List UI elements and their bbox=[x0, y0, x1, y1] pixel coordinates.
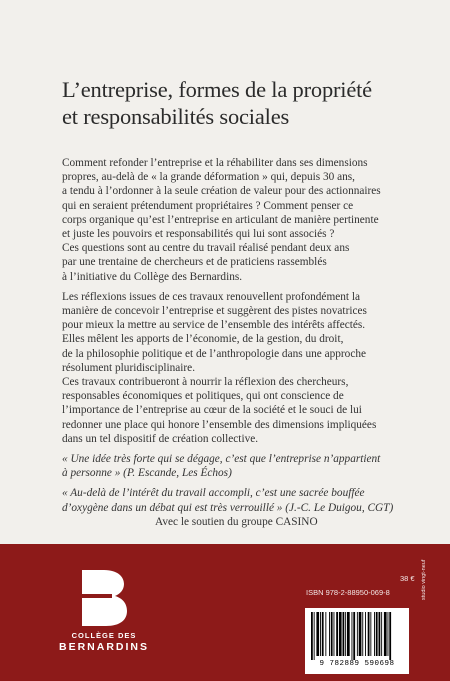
text-line: d’oxygène dans un débat qui est très verrouillé » (J.-C. Le Duigou, CGT) bbox=[62, 501, 394, 514]
barcode-bar bbox=[336, 612, 338, 656]
isbn: ISBN 978-2-88950-069-8 bbox=[306, 588, 390, 597]
text-line: pour mieux la mettre au service de l’ensemble des intérêts affectés. bbox=[62, 319, 366, 332]
barcode-bar bbox=[368, 612, 370, 656]
text-line: manière de concevoir l’entreprise et suggèrent des pistes novatrices bbox=[62, 305, 367, 318]
barcode-bars-icon bbox=[311, 612, 403, 660]
text-line: de la philosophie politique et de l’anthropologie dans une approche bbox=[62, 347, 366, 360]
publisher-name-big: BERNARDINS bbox=[58, 641, 149, 653]
text-line: et juste les pouvoirs et responsabilités qui lui sont associés ? bbox=[62, 228, 335, 241]
barcode-bar bbox=[345, 612, 346, 656]
barcode-bar bbox=[325, 612, 326, 656]
studio-credit: studio vingt-neuf bbox=[421, 559, 427, 600]
text-line: Ces questions sont au centre du travail réalisé pendant deux ans bbox=[62, 242, 350, 255]
title-line: et responsabilités sociales bbox=[62, 104, 290, 129]
support-line: Avec le soutien du groupe CASINO bbox=[155, 516, 318, 528]
barcode-bar bbox=[334, 612, 335, 656]
barcode-bar bbox=[343, 612, 345, 656]
text-line: « Au-delà de l’intérêt du travail accompli, c’est une sacrée bouffée bbox=[62, 487, 365, 500]
barcode-bar bbox=[362, 612, 363, 656]
barcode-bar bbox=[331, 612, 333, 656]
barcode-bar bbox=[389, 612, 391, 660]
barcode-bar bbox=[314, 612, 315, 660]
press-quote bbox=[62, 486, 412, 514]
text-line: l’importance de l’entreprise au cœur de la société et le souci de lui bbox=[62, 404, 362, 417]
paragraph bbox=[62, 290, 412, 446]
barcode-bar bbox=[365, 612, 366, 656]
price: 38 € bbox=[400, 574, 415, 583]
barcode-bar bbox=[388, 612, 389, 656]
barcode-number: 9 782889 590698 bbox=[319, 660, 395, 668]
publisher-name bbox=[55, 631, 153, 654]
barcode-bar bbox=[374, 612, 375, 656]
text-line: Les réflexions issues de ces travaux renouvellent profondément la bbox=[62, 290, 361, 303]
title-line: L’entreprise, formes de la propriété bbox=[62, 77, 372, 102]
barcode-bar bbox=[311, 612, 313, 660]
blurb bbox=[62, 156, 412, 521]
text-line: par une trentaine de chercheurs et de praticiens rassemblés bbox=[62, 256, 327, 269]
text-line: dans un tel dispositif de création collective. bbox=[62, 432, 259, 445]
text-line: à l’initiative du Collège des Bernardins. bbox=[62, 270, 243, 283]
paragraph bbox=[62, 156, 412, 284]
barcode bbox=[305, 608, 409, 674]
barcode-bar bbox=[329, 612, 330, 656]
text-line: « Une idée très forte qui se dégage, c’est que l’entreprise n’appartient bbox=[62, 453, 381, 466]
barcode-bar bbox=[379, 612, 381, 656]
barcode-bar bbox=[353, 612, 355, 660]
barcode-bar bbox=[359, 612, 362, 656]
barcode-bar bbox=[352, 612, 353, 660]
text-line: Elles mêlent les apports de l’économie, de la gestion, du droit, bbox=[62, 333, 344, 346]
publisher-logo-b-icon bbox=[82, 570, 128, 626]
text-line: Comment refonder l’entreprise et la réhabiliter dans ses dimensions bbox=[62, 157, 368, 169]
text-line: propres, au-delà de « la grande déformation » qui, depuis 30 ans, bbox=[62, 171, 356, 184]
text-line: redonner une place qui honore l’ensemble des dimensions impliquées bbox=[62, 418, 377, 431]
text-line: à personne » (P. Escande, Les Échos) bbox=[62, 467, 232, 480]
book-title bbox=[62, 76, 402, 130]
press-quote bbox=[62, 452, 412, 480]
barcode-bar bbox=[320, 612, 321, 656]
barcode-bar bbox=[322, 612, 324, 656]
barcode-bar bbox=[381, 612, 382, 656]
barcode-bar bbox=[370, 612, 371, 656]
barcode-bar bbox=[384, 612, 387, 656]
barcode-bar bbox=[347, 612, 350, 656]
text-line: Ces travaux contribueront à nourrir la réflexion des chercheurs, bbox=[62, 376, 349, 389]
barcode-bar bbox=[316, 612, 319, 656]
barcode-bar bbox=[357, 612, 358, 656]
text-line: résolument pluridisciplinaire. bbox=[62, 361, 196, 374]
barcode-bar bbox=[339, 612, 342, 656]
text-line: a tendu à l’ordonner à la seule création de valeur pour des actionnaires bbox=[62, 185, 381, 198]
publisher-name-small: COLLÈGE DES bbox=[71, 631, 137, 640]
text-line: qui en seraient prétendument propriétaires ? Comment penser ce bbox=[62, 199, 354, 212]
text-line: responsables économiques et politiques, qui ont conscience de bbox=[62, 390, 344, 403]
barcode-bar bbox=[376, 612, 378, 656]
text-line: corps organique qu’est l’entreprise en articulant de manière pertinente bbox=[62, 213, 379, 226]
